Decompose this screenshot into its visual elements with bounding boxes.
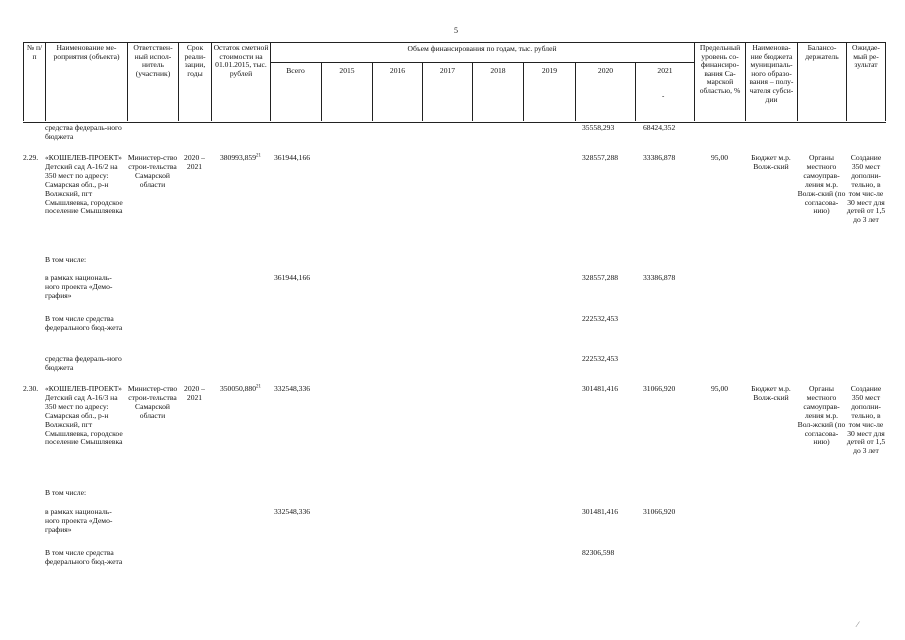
row-2020: 222532,453 <box>582 314 619 323</box>
header-term: Срок реали-зации, годы <box>178 42 211 121</box>
header-num: № п/п <box>23 42 45 121</box>
row-balance: 380993,859$^{21}$ <box>219 153 262 162</box>
row-holder: Органы местного самоуправ-ления м.р. Волж-ский (по согласова-нию) <box>797 153 846 216</box>
header-result: Ожидае-мый ре-зультат <box>846 42 886 121</box>
row-total: 332548,336 <box>274 384 311 393</box>
row-2020: 35558,293 <box>582 123 615 132</box>
header-total: Всего <box>286 66 305 75</box>
row-2020: 328557,288 <box>582 153 619 162</box>
header-year-2021: 2021 <box>635 63 694 121</box>
row-name: средства федераль-ного бюджета <box>45 354 122 372</box>
row-2021: 31066,920 <box>643 507 676 516</box>
header-budget: Наименова-ние бюджета муниципаль-ного образо-вания – полу-чателя субси-дии <box>745 42 797 121</box>
row-result: Создание 350 мест дополни-тельно, в том чис-ле 30 мест для детей от 1,5 до 3 лет <box>846 153 886 225</box>
header-responsible: Ответствен-ный испол-нитель (участник) <box>127 42 178 121</box>
header-mark: - <box>662 92 665 100</box>
row-2021: 68424,352 <box>643 123 676 132</box>
row-name: в рамках националь-ного проекта «Демо-графия» <box>45 273 113 300</box>
row-2021: 33386,878 <box>643 273 676 282</box>
header-year-2016: 2016 <box>372 63 422 121</box>
header-funding: Объем финансирования по годам, тыс. рублей <box>407 44 557 53</box>
header-year-2020: 2020 <box>575 63 635 121</box>
row-2020: 301481,416 <box>582 384 619 393</box>
row-responsible: Министер-ство строи-тельства Самарской области <box>127 384 178 420</box>
row-holder: Органы местного самоуправ-ления м.р. Вол-жский (по согласова-нию) <box>797 384 846 447</box>
row-level: 95,00 <box>710 153 729 162</box>
row-name: «КОШЕЛЕВ-ПРОЕКТ» Детский сад А-16/2 на 350 мест по адресу: Самарская обл., р-н Волжский, пгт Смышляевка, городское поселение Смышляевка <box>45 153 123 216</box>
row-num: 2.29. <box>23 153 39 162</box>
row-total: 361944,166 <box>274 273 311 282</box>
row-2020: 222532,453 <box>582 354 619 363</box>
page-number: 5 <box>454 26 458 35</box>
row-level: 95,00 <box>710 384 729 393</box>
row-name: в рамках националь-ного проекта «Демо-графия» <box>45 507 113 534</box>
header-year-2019: 2019 <box>523 63 575 121</box>
row-name: В том числе средства федерального бюд-жета <box>45 314 123 332</box>
header-year-2015: 2015 <box>321 63 372 121</box>
row-num: 2.30. <box>23 384 39 393</box>
row-2020: 328557,288 <box>582 273 619 282</box>
row-responsible: Министер-ство строи-тельства Самарской области <box>127 153 178 189</box>
row-2021: 31066,920 <box>643 384 676 393</box>
header-name: Наименование ме-роприятия (объекта) <box>45 42 127 121</box>
row-name: В том числе: <box>45 488 87 497</box>
row-name: средства федераль-ного бюджета <box>45 123 122 141</box>
row-2020: 82306,598 <box>582 548 615 557</box>
header-year-2017: 2017 <box>422 63 472 121</box>
row-balance: 350050,880$^{21}$ <box>219 384 262 393</box>
row-name: В том числе: <box>45 255 87 264</box>
row-budget: Бюджет м.р. Волж-ский <box>751 153 791 171</box>
header-holder: Балансо-держатель <box>797 42 846 121</box>
row-term: 2020 – 2021 <box>184 384 205 402</box>
row-name: В том числе средства федерального бюд-жета <box>45 548 123 566</box>
header-year-2018: 2018 <box>472 63 523 121</box>
header-level: Предельный уровень со-финансиро-вания Са-марской областью, % <box>694 42 745 121</box>
scan-mark: ⁄ <box>857 620 859 629</box>
row-budget: Бюджет м.р. Волж-ский <box>751 384 791 402</box>
row-term: 2020 – 2021 <box>184 153 205 171</box>
row-total: 361944,166 <box>274 153 311 162</box>
header-balance: Остаток сметной стоимости на 01.01.2015, тыс. рублей <box>211 42 270 121</box>
row-2021: 33386,878 <box>643 153 676 162</box>
row-result: Создание 350 мест дополни-тельно, в том чис-ле 30 мест для детей от 1,5 до 3 лет <box>846 384 886 456</box>
row-name: «КОШЕЛЕВ-ПРОЕКТ» Детский сад А-16/3 на 350 мест по адресу: Самарская обл., р-н Волжский, пгт Смышляевка, городское поселение Смышляевка <box>45 384 123 447</box>
row-2020: 301481,416 <box>582 507 619 516</box>
row-total: 332548,336 <box>274 507 311 516</box>
